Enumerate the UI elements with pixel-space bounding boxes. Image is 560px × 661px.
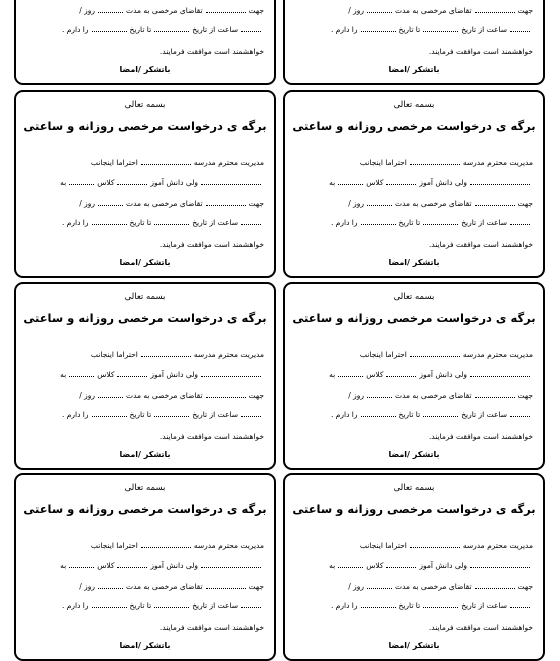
line-dates: ساعت از تاریخ تا تاریخ را دارم . xyxy=(22,410,264,419)
form-title: برگه ی درخواست مرخصی روزانه و ساعتی xyxy=(292,119,536,133)
line-management: مدیریت محترم مدرسه احتراما اینجانب xyxy=(359,350,533,359)
line-dates: ساعت از تاریخ تا تاریخ را دارم . xyxy=(22,218,264,227)
line-dates: ساعت از تاریخ تا تاریخ را دارم . xyxy=(22,25,264,34)
line-guardian: ولی دانش آموز کلاس به xyxy=(291,178,533,187)
form-title: برگه ی درخواست مرخصی روزانه و ساعتی xyxy=(23,311,267,325)
signature-label: باتشکر /امضا xyxy=(119,258,171,267)
form-title: برگه ی درخواست مرخصی روزانه و ساعتی xyxy=(23,119,267,133)
leave-request-card xyxy=(283,473,545,661)
leave-request-card xyxy=(14,90,276,278)
leave-request-card xyxy=(14,473,276,661)
line-closing: خواهشمند است موافقت فرمایند. xyxy=(428,623,533,632)
line-closing: خواهشمند است موافقت فرمایند. xyxy=(159,623,264,632)
line-request: جهت تقاضای مرخصی به مدت روز / xyxy=(79,199,264,208)
bismillah-heading: بسمه تعالی xyxy=(124,292,166,302)
line-closing: خواهشمند است موافقت فرمایند. xyxy=(428,47,533,56)
bismillah-heading: بسمه تعالی xyxy=(393,483,435,493)
line-closing: خواهشمند است موافقت فرمایند. xyxy=(159,240,264,249)
line-management: مدیریت محترم مدرسه احتراما اینجانب xyxy=(90,350,264,359)
line-request: جهت تقاضای مرخصی به مدت روز / xyxy=(79,6,264,15)
line-closing: خواهشمند است موافقت فرمایند. xyxy=(159,47,264,56)
signature-label: باتشکر /امضا xyxy=(388,65,440,74)
line-guardian: ولی دانش آموز کلاس به xyxy=(22,370,264,379)
line-request: جهت تقاضای مرخصی به مدت روز / xyxy=(348,6,533,15)
signature-label: باتشکر /امضا xyxy=(119,641,171,650)
leave-request-card xyxy=(283,90,545,278)
line-guardian: ولی دانش آموز کلاس به xyxy=(22,178,264,187)
bismillah-heading: بسمه تعالی xyxy=(124,483,166,493)
line-management: مدیریت محترم مدرسه احتراما اینجانب xyxy=(90,541,264,550)
signature-label: باتشکر /امضا xyxy=(388,641,440,650)
line-dates: ساعت از تاریخ تا تاریخ را دارم . xyxy=(22,601,264,610)
line-request: جهت تقاضای مرخصی به مدت روز / xyxy=(348,199,533,208)
line-request: جهت تقاضای مرخصی به مدت روز / xyxy=(79,391,264,400)
leave-request-card xyxy=(14,282,276,470)
line-request: جهت تقاضای مرخصی به مدت روز / xyxy=(348,391,533,400)
line-dates: ساعت از تاریخ تا تاریخ را دارم . xyxy=(291,218,533,227)
bismillah-heading: بسمه تعالی xyxy=(393,292,435,302)
signature-label: باتشکر /امضا xyxy=(119,65,171,74)
signature-label: باتشکر /امضا xyxy=(388,450,440,459)
leave-request-card xyxy=(14,0,276,85)
line-dates: ساعت از تاریخ تا تاریخ را دارم . xyxy=(291,410,533,419)
form-title: برگه ی درخواست مرخصی روزانه و ساعتی xyxy=(23,502,267,516)
line-guardian: ولی دانش آموز کلاس به xyxy=(22,561,264,570)
line-guardian: ولی دانش آموز کلاس به xyxy=(291,370,533,379)
form-title: برگه ی درخواست مرخصی روزانه و ساعتی xyxy=(292,502,536,516)
line-closing: خواهشمند است موافقت فرمایند. xyxy=(159,432,264,441)
line-guardian: ولی دانش آموز کلاس به xyxy=(291,561,533,570)
form-title: برگه ی درخواست مرخصی روزانه و ساعتی xyxy=(292,311,536,325)
signature-label: باتشکر /امضا xyxy=(119,450,171,459)
line-request: جهت تقاضای مرخصی به مدت روز / xyxy=(79,582,264,591)
leave-request-card xyxy=(283,282,545,470)
line-closing: خواهشمند است موافقت فرمایند. xyxy=(428,432,533,441)
line-management: مدیریت محترم مدرسه احتراما اینجانب xyxy=(359,158,533,167)
bismillah-heading: بسمه تعالی xyxy=(124,100,166,110)
line-management: مدیریت محترم مدرسه احتراما اینجانب xyxy=(90,158,264,167)
bismillah-heading: بسمه تعالی xyxy=(393,100,435,110)
signature-label: باتشکر /امضا xyxy=(388,258,440,267)
line-dates: ساعت از تاریخ تا تاریخ را دارم . xyxy=(291,601,533,610)
line-request: جهت تقاضای مرخصی به مدت روز / xyxy=(348,582,533,591)
leave-request-card xyxy=(283,0,545,85)
line-management: مدیریت محترم مدرسه احتراما اینجانب xyxy=(359,541,533,550)
line-closing: خواهشمند است موافقت فرمایند. xyxy=(428,240,533,249)
line-dates: ساعت از تاریخ تا تاریخ را دارم . xyxy=(291,25,533,34)
